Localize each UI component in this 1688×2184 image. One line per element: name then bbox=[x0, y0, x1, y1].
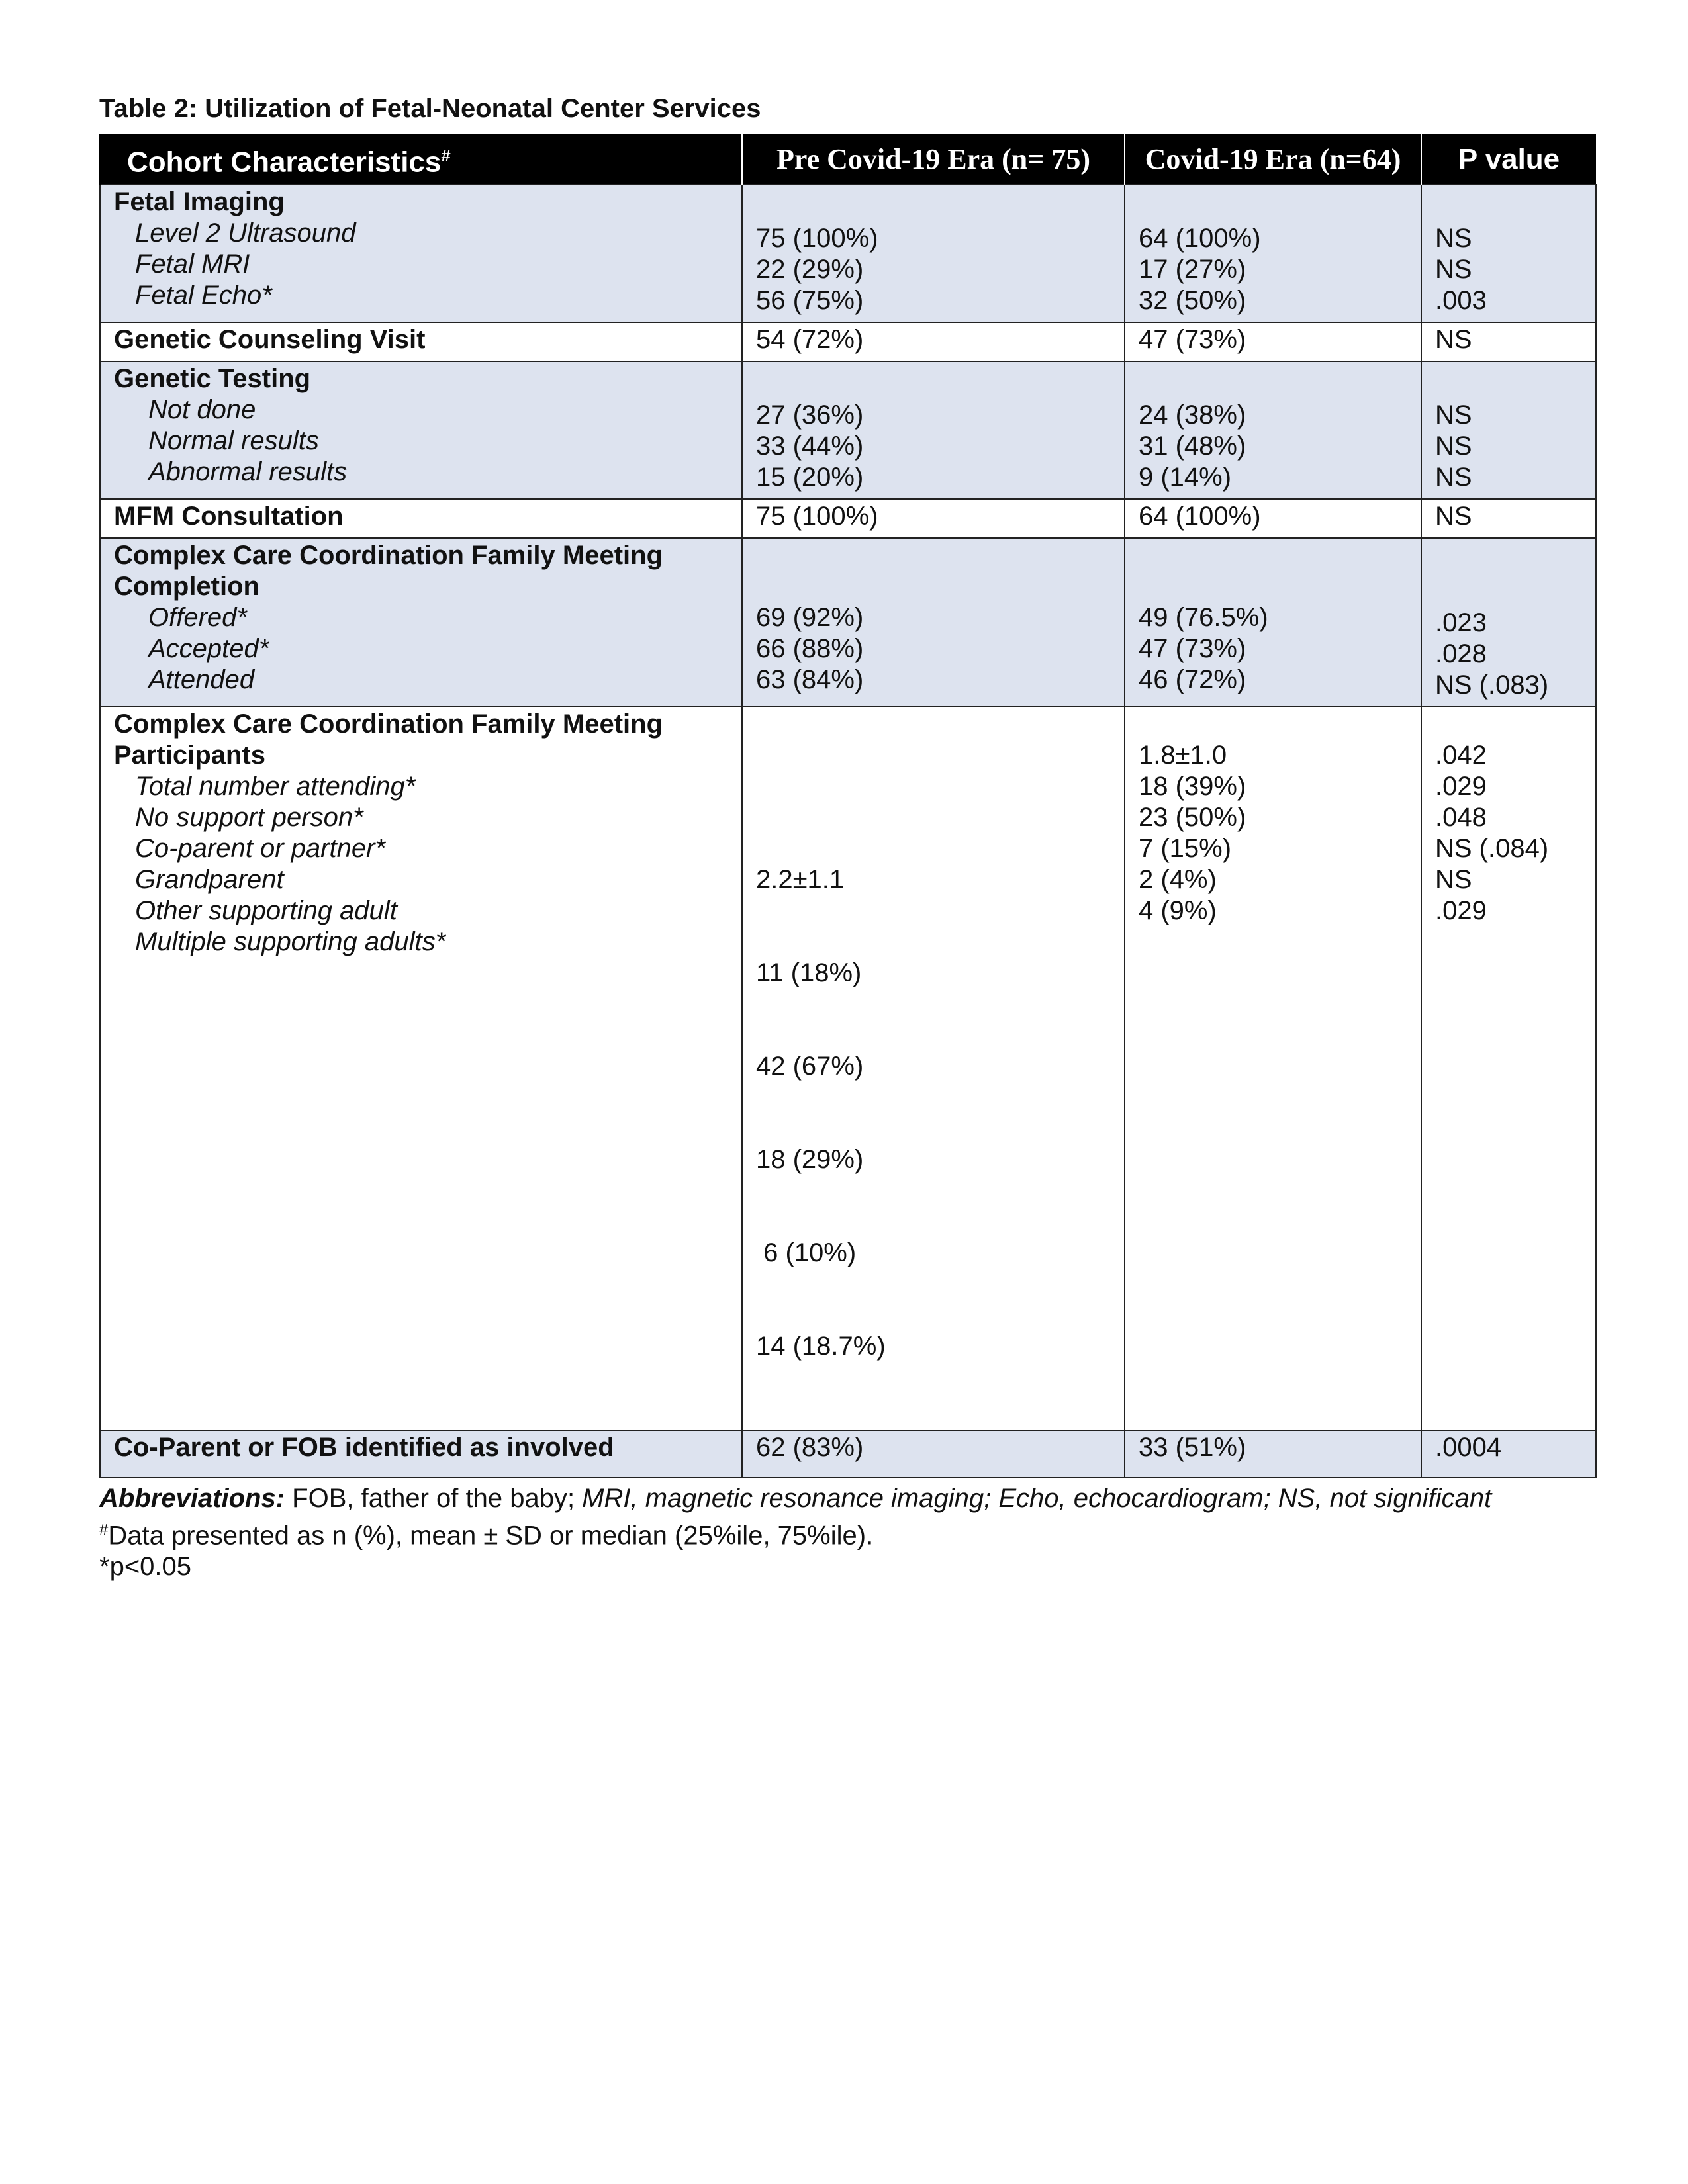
header-covid: Covid-19 Era (n=64) bbox=[1125, 134, 1421, 185]
cell-p: NS bbox=[1421, 499, 1596, 538]
cell-pre: 62 (83%) bbox=[742, 1430, 1125, 1477]
row-label: No support person* bbox=[135, 803, 363, 832]
cell-covid: 49 (76.5%) 47 (73%) 46 (72%) bbox=[1125, 538, 1421, 707]
cell-covid: 64 (100%) bbox=[1125, 499, 1421, 538]
row-label: Abnormal results bbox=[148, 457, 348, 486]
row-label: Normal results bbox=[148, 426, 319, 455]
cell-characteristic: Genetic Testing Not done Normal results Abnormal results bbox=[100, 361, 742, 499]
row-label: Fetal MRI bbox=[135, 250, 250, 279]
cell-pre: 54 (72%) bbox=[742, 322, 1125, 361]
row-label: Level 2 Ultrasound bbox=[135, 218, 356, 248]
cell-p: NS NS .003 bbox=[1421, 185, 1596, 322]
cell-characteristic: MFM Consultation bbox=[100, 499, 742, 538]
table-title: Table 2: Utilization of Fetal-Neonatal Center Services bbox=[99, 94, 761, 123]
row-label: Co-parent or partner* bbox=[135, 834, 385, 863]
cell-characteristic: Fetal Imaging Level 2 Ultrasound Fetal MRI Fetal Echo* bbox=[100, 185, 742, 322]
cell-covid: 47 (73%) bbox=[1125, 322, 1421, 361]
table-row-meeting-participants bbox=[100, 707, 1596, 1430]
row-label: Fetal Echo* bbox=[135, 281, 272, 310]
cell-characteristic: Co-Parent or FOB identified as involved bbox=[100, 1430, 742, 1477]
cell-characteristic: Complex Care Coordination Family Meeting Completion Offered* Accepted* Attended bbox=[100, 538, 742, 707]
header-characteristics: Cohort Characteristics# bbox=[100, 134, 742, 185]
table-row-meeting-completion bbox=[100, 538, 1596, 707]
header-p-value: P value bbox=[1421, 134, 1596, 185]
row-label: Other supporting adult bbox=[135, 896, 397, 925]
document-page bbox=[99, 93, 1595, 1582]
row-label: Total number attending* bbox=[135, 772, 416, 801]
table-row-coparent-fob bbox=[100, 1430, 1596, 1477]
cell-pre: 69 (92%) 66 (88%) 63 (84%) bbox=[742, 538, 1125, 707]
cell-covid: 24 (38%) 31 (48%) 9 (14%) bbox=[1125, 361, 1421, 499]
cell-characteristic: Complex Care Coordination Family Meeting Participants Total number attending* No support person* Co-parent or partner* Grandparent Other supporting adult Multiple supporting adults* bbox=[100, 707, 742, 1430]
row-label: Accepted* bbox=[148, 634, 269, 663]
cell-p: NS NS NS bbox=[1421, 361, 1596, 499]
row-label: Grandparent bbox=[135, 865, 284, 894]
cell-covid: 1.8±1.0 18 (39%) 23 (50%) 7 (15%) 2 (4%) 4 (9%) bbox=[1125, 707, 1421, 1430]
data-presentation-note: #Data presented as n (%), mean ± SD or median (25%ile, 75%ile). bbox=[99, 1521, 874, 1551]
table-row-fetal-imaging bbox=[100, 185, 1596, 322]
cell-p: NS bbox=[1421, 322, 1596, 361]
table-row-genetic-testing bbox=[100, 361, 1596, 499]
cell-p: .0004 bbox=[1421, 1430, 1596, 1477]
cell-covid: 64 (100%) 17 (27%) 32 (50%) bbox=[1125, 185, 1421, 322]
row-label: Attended bbox=[148, 665, 255, 694]
cell-pre: 75 (100%) bbox=[742, 499, 1125, 538]
utilization-table bbox=[99, 134, 1597, 1478]
cell-characteristic: Genetic Counseling Visit bbox=[100, 322, 742, 361]
cell-p: .042 .029 .048 NS (.084) NS .029 bbox=[1421, 707, 1596, 1430]
header-pre-covid: Pre Covid-19 Era (n= 75) bbox=[742, 134, 1125, 185]
row-label: Offered* bbox=[148, 603, 247, 632]
cell-pre: 75 (100%) 22 (29%) 56 (75%) bbox=[742, 185, 1125, 322]
table-row-mfm-consultation bbox=[100, 499, 1596, 538]
table-header-row bbox=[100, 134, 1596, 185]
cell-covid: 33 (51%) bbox=[1125, 1430, 1421, 1477]
row-label: Not done bbox=[148, 395, 256, 424]
cell-pre: 27 (36%) 33 (44%) 15 (20%) bbox=[742, 361, 1125, 499]
table-footnotes bbox=[99, 1483, 1595, 1582]
table-row-genetic-counseling bbox=[100, 322, 1596, 361]
row-label: Multiple supporting adults* bbox=[135, 927, 446, 956]
significance-note: *p<0.05 bbox=[99, 1552, 192, 1582]
cell-pre: 2.2±1.1 11 (18%) 42 (67%) 18 (29%) 6 (10%) 14 (18.7%) bbox=[742, 707, 1125, 1430]
abbreviations-note: Abbreviations: FOB, father of the baby; MRI, magnetic resonance imaging; Echo, echocardiogram; NS, not significant bbox=[99, 1484, 1492, 1513]
cell-p: .023 .028 NS (.083) bbox=[1421, 538, 1596, 707]
